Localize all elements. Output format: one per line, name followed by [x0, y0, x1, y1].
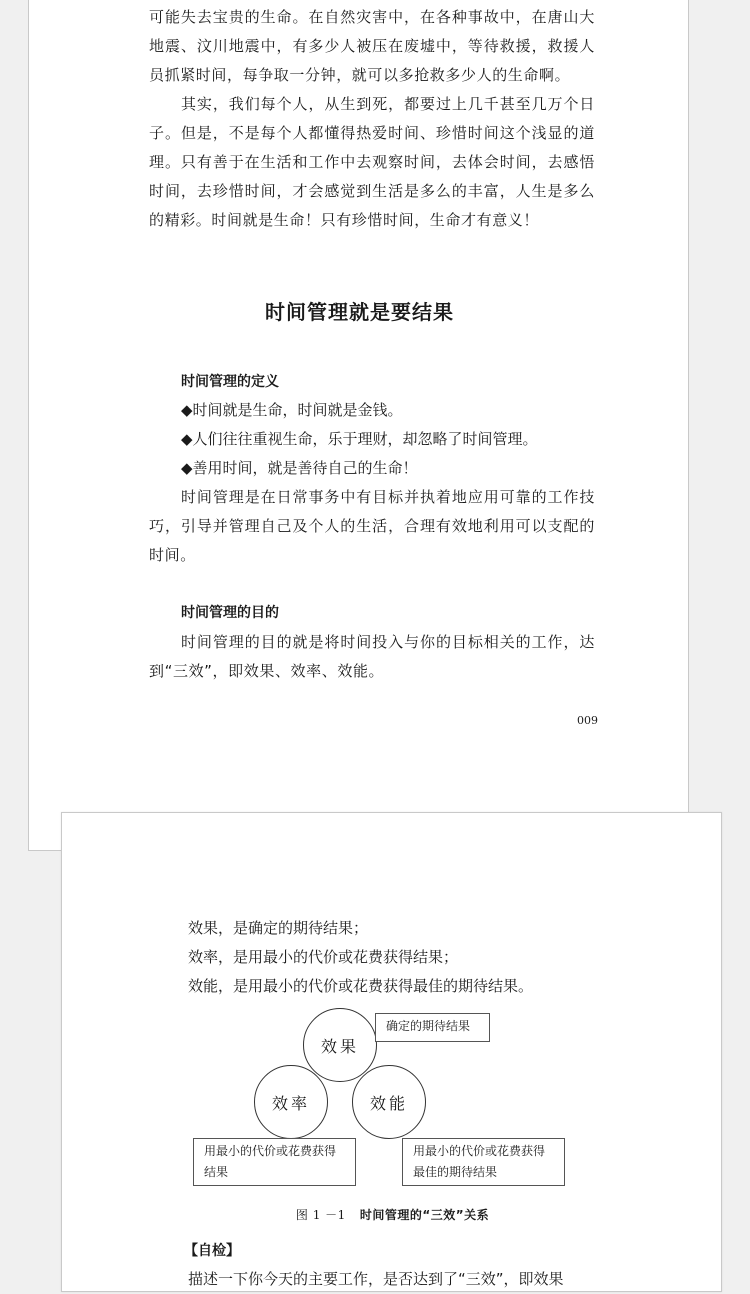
document-page-2	[61, 812, 722, 1292]
figure-caption-text: 时间管理的“三效”关系	[359, 1208, 490, 1222]
section-title-definition: 时间管理的定义	[181, 374, 279, 390]
section-title-purpose: 时间管理的目的	[181, 605, 279, 621]
document-page-1	[28, 0, 689, 851]
circle-efficiency-label: 效率	[271, 1093, 310, 1113]
figure-caption	[62, 1206, 723, 1223]
circle-effect	[303, 1008, 377, 1082]
figure-number: 图 1 －1	[295, 1208, 346, 1222]
paragraph-cherish-time: 其实，我们每个人，从生到死，都要过上几千甚至几万个日子。但是，不是每个人都懂得热爱时间、珍惜时间这个浅显的道理。只有善于在生活和工作中去观察时间，去体会时间，去感悟时间，去珍惜时间，才会感觉到生活是多么的丰富，人生是多么的精彩。时间就是生命！只有珍惜时间，生命才有意义！	[149, 95, 595, 229]
paragraph-definition: 时间管理是在日常事务中有目标并执着地应用可靠的工作技巧，引导并管理自己及个人的生活，合理有效地利用可以支配的时间。	[149, 488, 595, 564]
three-effects-diagram	[192, 1008, 572, 1188]
page-number: 009	[577, 714, 598, 727]
box-efficiency-desc: 用最小的代价或花费获得结果	[193, 1138, 356, 1186]
circle-effectiveness	[352, 1065, 426, 1139]
box-effect-desc: 确定的期待结果	[375, 1013, 490, 1042]
circle-efficiency	[254, 1065, 328, 1139]
circle-effect-label: 效果	[320, 1036, 359, 1056]
paragraph-purpose: 时间管理的目的就是将时间投入与你的目标相关的工作，达到“三效”，即效果、效率、效能。	[149, 633, 595, 680]
definition-line-effect: 效果，是确定的期待结果；	[188, 919, 369, 937]
bullet-item: ◆时间就是生命，时间就是金钱。	[181, 401, 403, 419]
bullet-item: ◆善用时间，就是善待自己的生命！	[181, 459, 418, 477]
paragraph-disaster: 可能失去宝贵的生命。在自然灾害中，在各种事故中，在唐山大地震、汶川地震中，有多少人被压在废墟中，等待救援，救援人员抓紧时间，每争取一分钟，就可以多抢救多少人的生命啊。	[149, 8, 595, 84]
circle-effectiveness-label: 效能	[369, 1093, 408, 1113]
definition-line-efficiency: 效率，是用最小的代价或花费获得结果；	[188, 948, 459, 966]
bullet-item: ◆人们往往重视生命，乐于理财，却忽略了时间管理。	[181, 430, 538, 448]
self-check-title: 【自检】	[184, 1243, 240, 1259]
box-effectiveness-desc: 用最小的代价或花费获得最佳的期待结果	[402, 1138, 565, 1186]
self-check-text: 描述一下你今天的主要工作，是否达到了“三效”，即效果	[188, 1270, 564, 1288]
definition-line-effectiveness: 效能，是用最小的代价或花费获得最佳的期待结果。	[188, 977, 534, 995]
chapter-title: 时间管理就是要结果	[265, 300, 454, 324]
